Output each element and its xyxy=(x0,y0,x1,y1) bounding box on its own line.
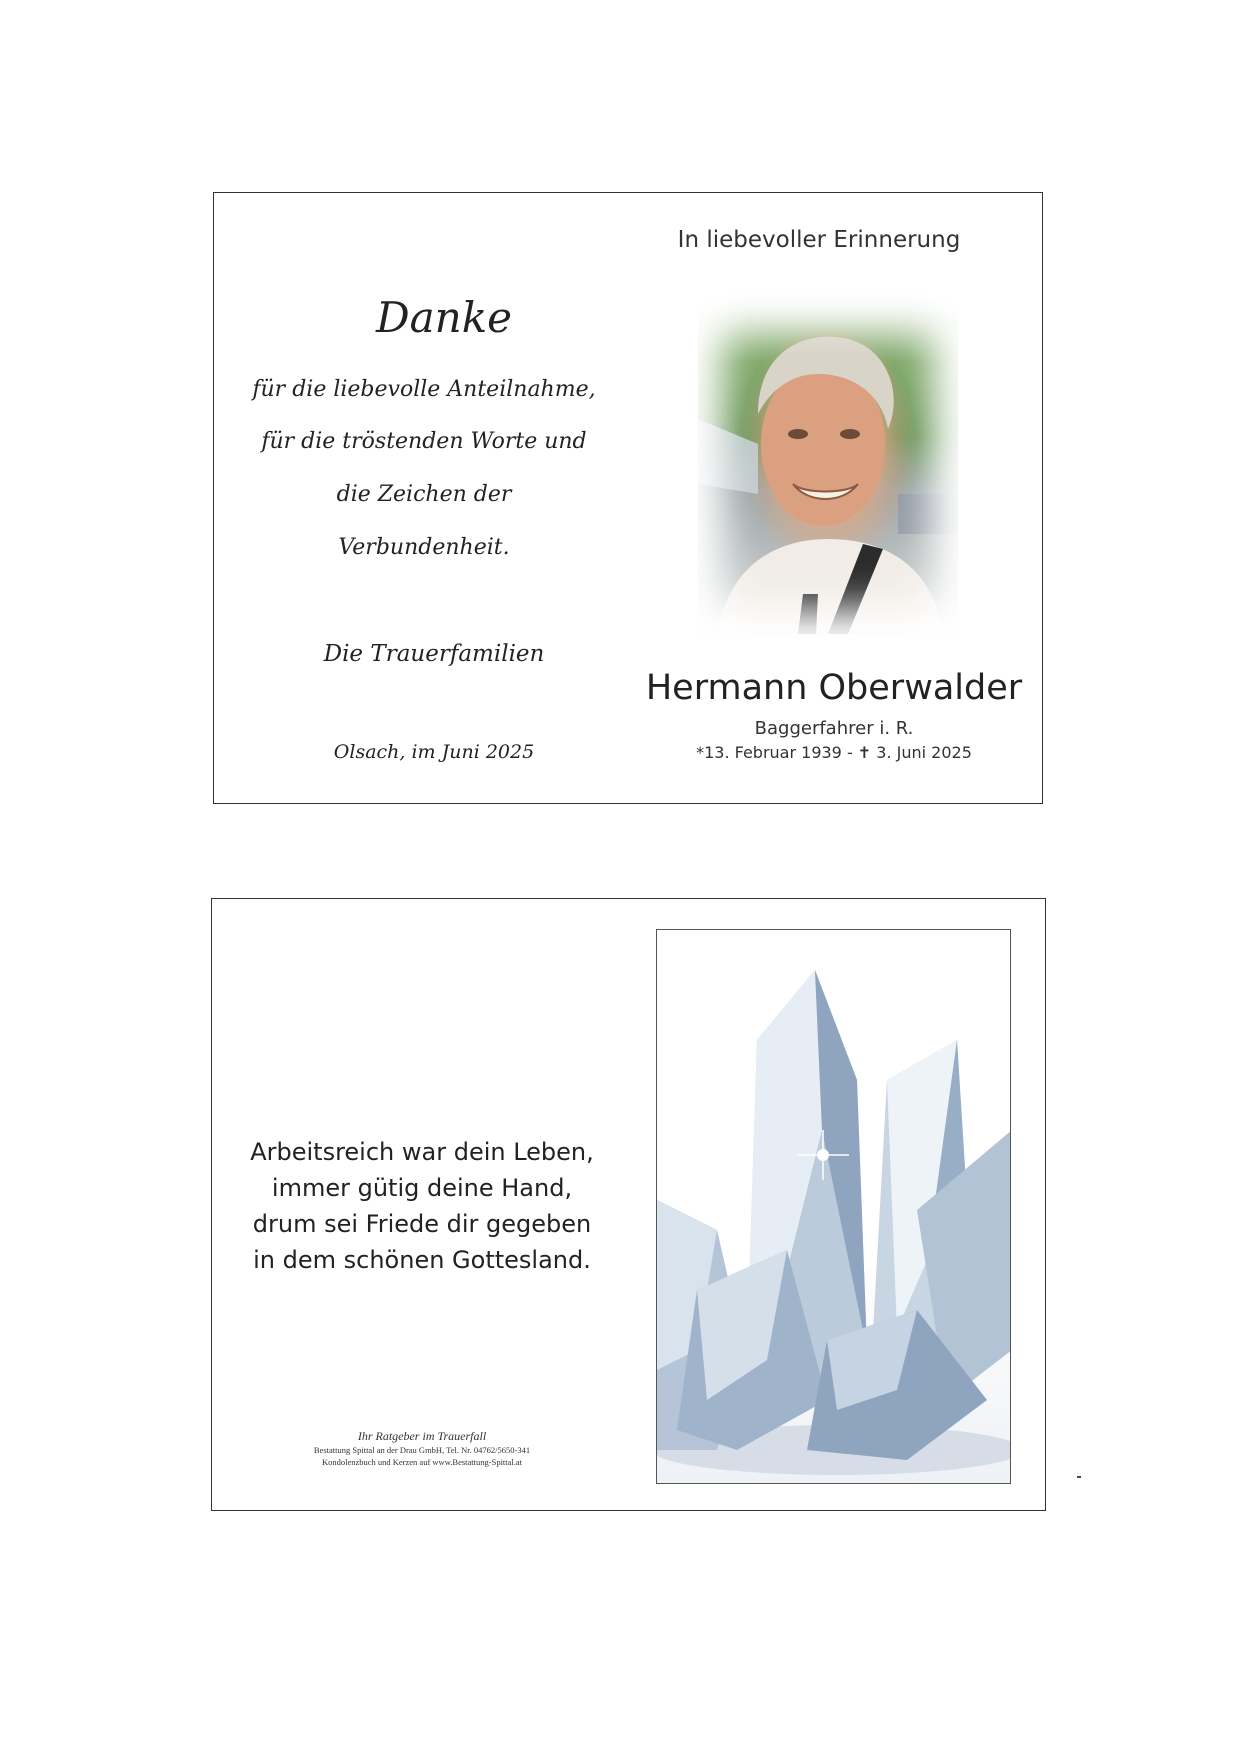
poem xyxy=(232,1134,612,1278)
thanks-title: Danke xyxy=(375,293,513,342)
crystal-illustration xyxy=(657,930,1011,1484)
thanks-line-3: die Zeichen der xyxy=(336,482,512,507)
portrait-illustration xyxy=(698,294,958,634)
poem-line-3: drum sei Friede dir gegeben xyxy=(252,1210,592,1238)
funeral-home-website: Kondolenzbuch und Kerzen auf www.Bestattung-Spittal.at xyxy=(321,1457,523,1467)
memorial-card-front xyxy=(213,192,1043,804)
profession: Baggerfahrer i. R. xyxy=(754,718,914,739)
poem-line-4: in dem schönen Gottesland. xyxy=(253,1246,591,1274)
memorial-card-back xyxy=(211,898,1046,1511)
deceased-name: Hermann Oberwalder xyxy=(645,668,1023,708)
memory-heading: In liebevoller Erinnerung xyxy=(677,227,961,253)
funeral-home-contact: Bestattung Spittal an der Drau GmbH, Tel. Nr. 04762/5650-341 xyxy=(313,1445,531,1455)
thanks-line-2: für die tröstenden Worte und xyxy=(261,429,587,454)
life-dates: *13. Februar 1939 - ✝ 3. Juni 2025 xyxy=(696,743,972,762)
funeral-home-slogan: Ihr Ratgeber im Trauerfall xyxy=(357,1429,487,1443)
thanks-line-1: für die liebevolle Anteilnahme, xyxy=(252,377,596,402)
crystal-image-icon xyxy=(656,929,1011,1484)
poem-line-2: immer gütig deine Hand, xyxy=(271,1174,573,1202)
funeral-home-credit xyxy=(252,1429,592,1468)
signoff: Die Trauerfamilien xyxy=(323,641,545,667)
thanks-line-4: Verbundenheit. xyxy=(338,535,510,560)
place-date: Olsach, im Juni 2025 xyxy=(333,741,535,763)
portrait-photo-icon xyxy=(698,294,958,634)
scan-edge-mark xyxy=(1077,1476,1081,1478)
poem-line-1: Arbeitsreich war dein Leben, xyxy=(250,1138,594,1166)
